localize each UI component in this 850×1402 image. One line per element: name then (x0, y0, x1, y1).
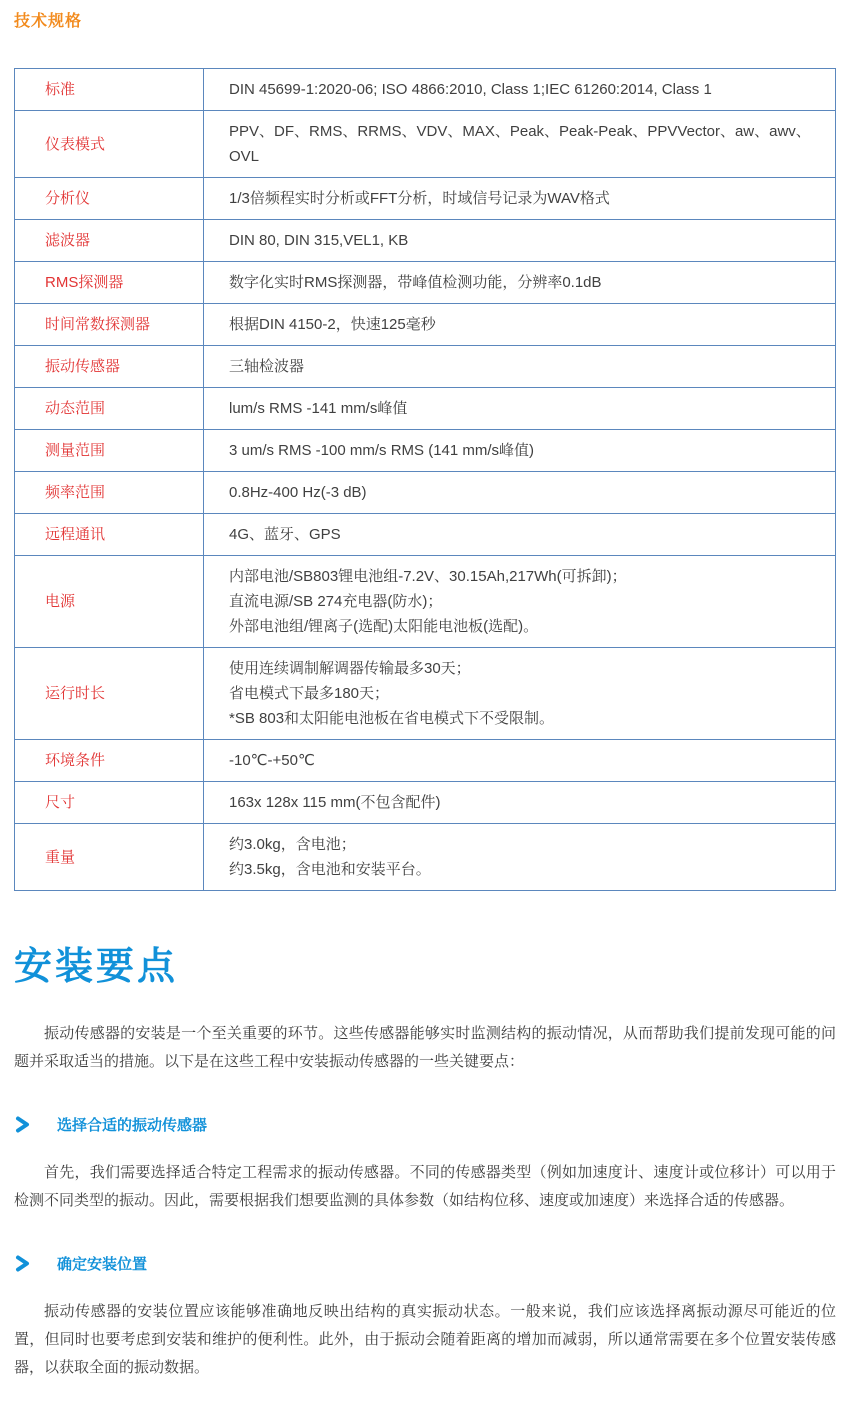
spec-value-line: 三轴检波器 (229, 358, 305, 375)
spec-label: 运行时长 (15, 648, 204, 740)
spec-row (15, 178, 836, 220)
spec-value (204, 220, 836, 262)
spec-value-line: 外部电池组/锂离子(选配)太阳能电池板(选配)。 (229, 618, 539, 635)
spec-value-line: 约3.5kg，含电池和安装平台。 (229, 861, 431, 878)
spec-label: 环境条件 (15, 740, 204, 782)
spec-label: 重量 (15, 824, 204, 891)
spec-value-line: 4G、蓝牙、GPS (229, 526, 341, 543)
spec-value (204, 824, 836, 891)
spec-value-line: 根据DIN 4150-2，快速125毫秒 (229, 316, 436, 333)
spec-value-line: 3 um/s RMS -100 mm/s RMS (141 mm/s峰值) (229, 442, 535, 459)
subsection-body: 首先，我们需要选择适合特定工程需求的振动传感器。不同的传感器类型（例如加速度计、速度计或位移计）可以用于检测不同类型的振动。因此，需要根据我们想要监测的具体参数（如结构位移、速度或加速度）来选择合适的传感器。 (14, 1164, 836, 1209)
spec-value-line: 省电模式下最多180天； (229, 685, 390, 702)
spec-value-line: DIN 45699-1:2020-06; ISO 4866:2010, Class 1;IEC 61260:2014, Class 1 (229, 81, 712, 98)
spec-row (15, 304, 836, 346)
chevron-right-icon (14, 1116, 31, 1133)
spec-value (204, 514, 836, 556)
install-subsection (14, 1114, 836, 1215)
subsection-heading (14, 1114, 836, 1135)
spec-row (15, 556, 836, 648)
spec-label: 测量范围 (15, 430, 204, 472)
spec-row (15, 262, 836, 304)
install-subsections (14, 1114, 836, 1382)
spec-row (15, 514, 836, 556)
spec-value-line: 1/3倍频程实时分析或FFT分析，时域信号记录为WAV格式 (229, 190, 610, 207)
spec-value-line: *SB 803和太阳能电池板在省电模式下不受限制。 (229, 710, 555, 727)
install-subsection (14, 1253, 836, 1382)
subsection-heading (14, 1253, 836, 1274)
spec-label: 仪表模式 (15, 111, 204, 178)
spec-row (15, 782, 836, 824)
spec-value (204, 262, 836, 304)
spec-row (15, 388, 836, 430)
subsection-body: 振动传感器的安装位置应该能够准确地反映出结构的真实振动状态。一般来说，我们应该选择离振动源尽可能近的位置，但同时也要考虑到安装和维护的便利性。此外，由于振动会随着距离的增加而减弱，所以通常需要在多个位置安装传感器，以获取全面的振动数据。 (14, 1303, 836, 1376)
spec-row (15, 69, 836, 111)
spec-row (15, 430, 836, 472)
spec-value (204, 740, 836, 782)
spec-row (15, 346, 836, 388)
spec-row (15, 472, 836, 514)
spec-label: RMS探测器 (15, 262, 204, 304)
spec-value (204, 304, 836, 346)
spec-value (204, 472, 836, 514)
spec-row (15, 111, 836, 178)
spec-value-line: 约3.0kg，含电池； (229, 836, 356, 853)
spec-label: 动态范围 (15, 388, 204, 430)
spec-table (14, 68, 836, 891)
install-section-title: 安装要点 (14, 946, 179, 988)
spec-value-line: 数字化实时RMS探测器，带峰值检测功能，分辨率0.1dB (229, 274, 602, 291)
spec-row (15, 648, 836, 740)
spec-value (204, 388, 836, 430)
chevron-right-icon (14, 1255, 31, 1272)
spec-label: 尺寸 (15, 782, 204, 824)
spec-value-line: lum/s RMS -141 mm/s峰值 (229, 400, 408, 417)
spec-label: 电源 (15, 556, 204, 648)
spec-value-line: 0.8Hz-400 Hz(-3 dB) (229, 484, 367, 501)
spec-section-title: 技术规格 (14, 13, 83, 30)
install-intro-paragraph: 振动传感器的安装是一个至关重要的环节。这些传感器能够实时监测结构的振动情况，从而帮助我们提前发现可能的问题并采取适当的措施。以下是在这些工程中安装振动传感器的一些关键要点： (14, 1025, 836, 1070)
spec-value (204, 430, 836, 472)
spec-value-line: 163x 128x 115 mm(不包含配件) (229, 794, 441, 811)
spec-label: 频率范围 (15, 472, 204, 514)
spec-label: 远程通讯 (15, 514, 204, 556)
spec-value (204, 648, 836, 740)
spec-value-line: 直流电源/SB 274充电器(防水)； (229, 593, 443, 610)
spec-row (15, 740, 836, 782)
spec-value (204, 346, 836, 388)
spec-value-line: DIN 80, DIN 315,VEL1, KB (229, 232, 409, 249)
spec-label: 时间常数探测器 (15, 304, 204, 346)
spec-value (204, 69, 836, 111)
spec-value (204, 178, 836, 220)
spec-value (204, 111, 836, 178)
spec-value-line: 使用连续调制解调器传输最多30天； (229, 660, 471, 677)
spec-label: 标准 (15, 69, 204, 111)
spec-value-line: 内部电池/SB803锂电池组-7.2V、30.15Ah,217Wh(可拆卸)； (229, 568, 627, 585)
spec-value-line: -10℃-+50℃ (229, 752, 315, 769)
subsection-heading-label: 选择合适的振动传感器 (57, 1117, 208, 1134)
spec-row (15, 824, 836, 891)
spec-label: 分析仪 (15, 178, 204, 220)
spec-value-line: PPV、DF、RMS、RRMS、VDV、MAX、Peak、Peak-Peak、PPVVector、aw、awv、OVL (229, 123, 811, 165)
spec-label: 振动传感器 (15, 346, 204, 388)
spec-table-body (15, 69, 836, 891)
spec-row (15, 220, 836, 262)
spec-value (204, 556, 836, 648)
subsection-heading-label: 确定安装位置 (57, 1256, 148, 1273)
spec-label: 滤波器 (15, 220, 204, 262)
spec-value (204, 782, 836, 824)
